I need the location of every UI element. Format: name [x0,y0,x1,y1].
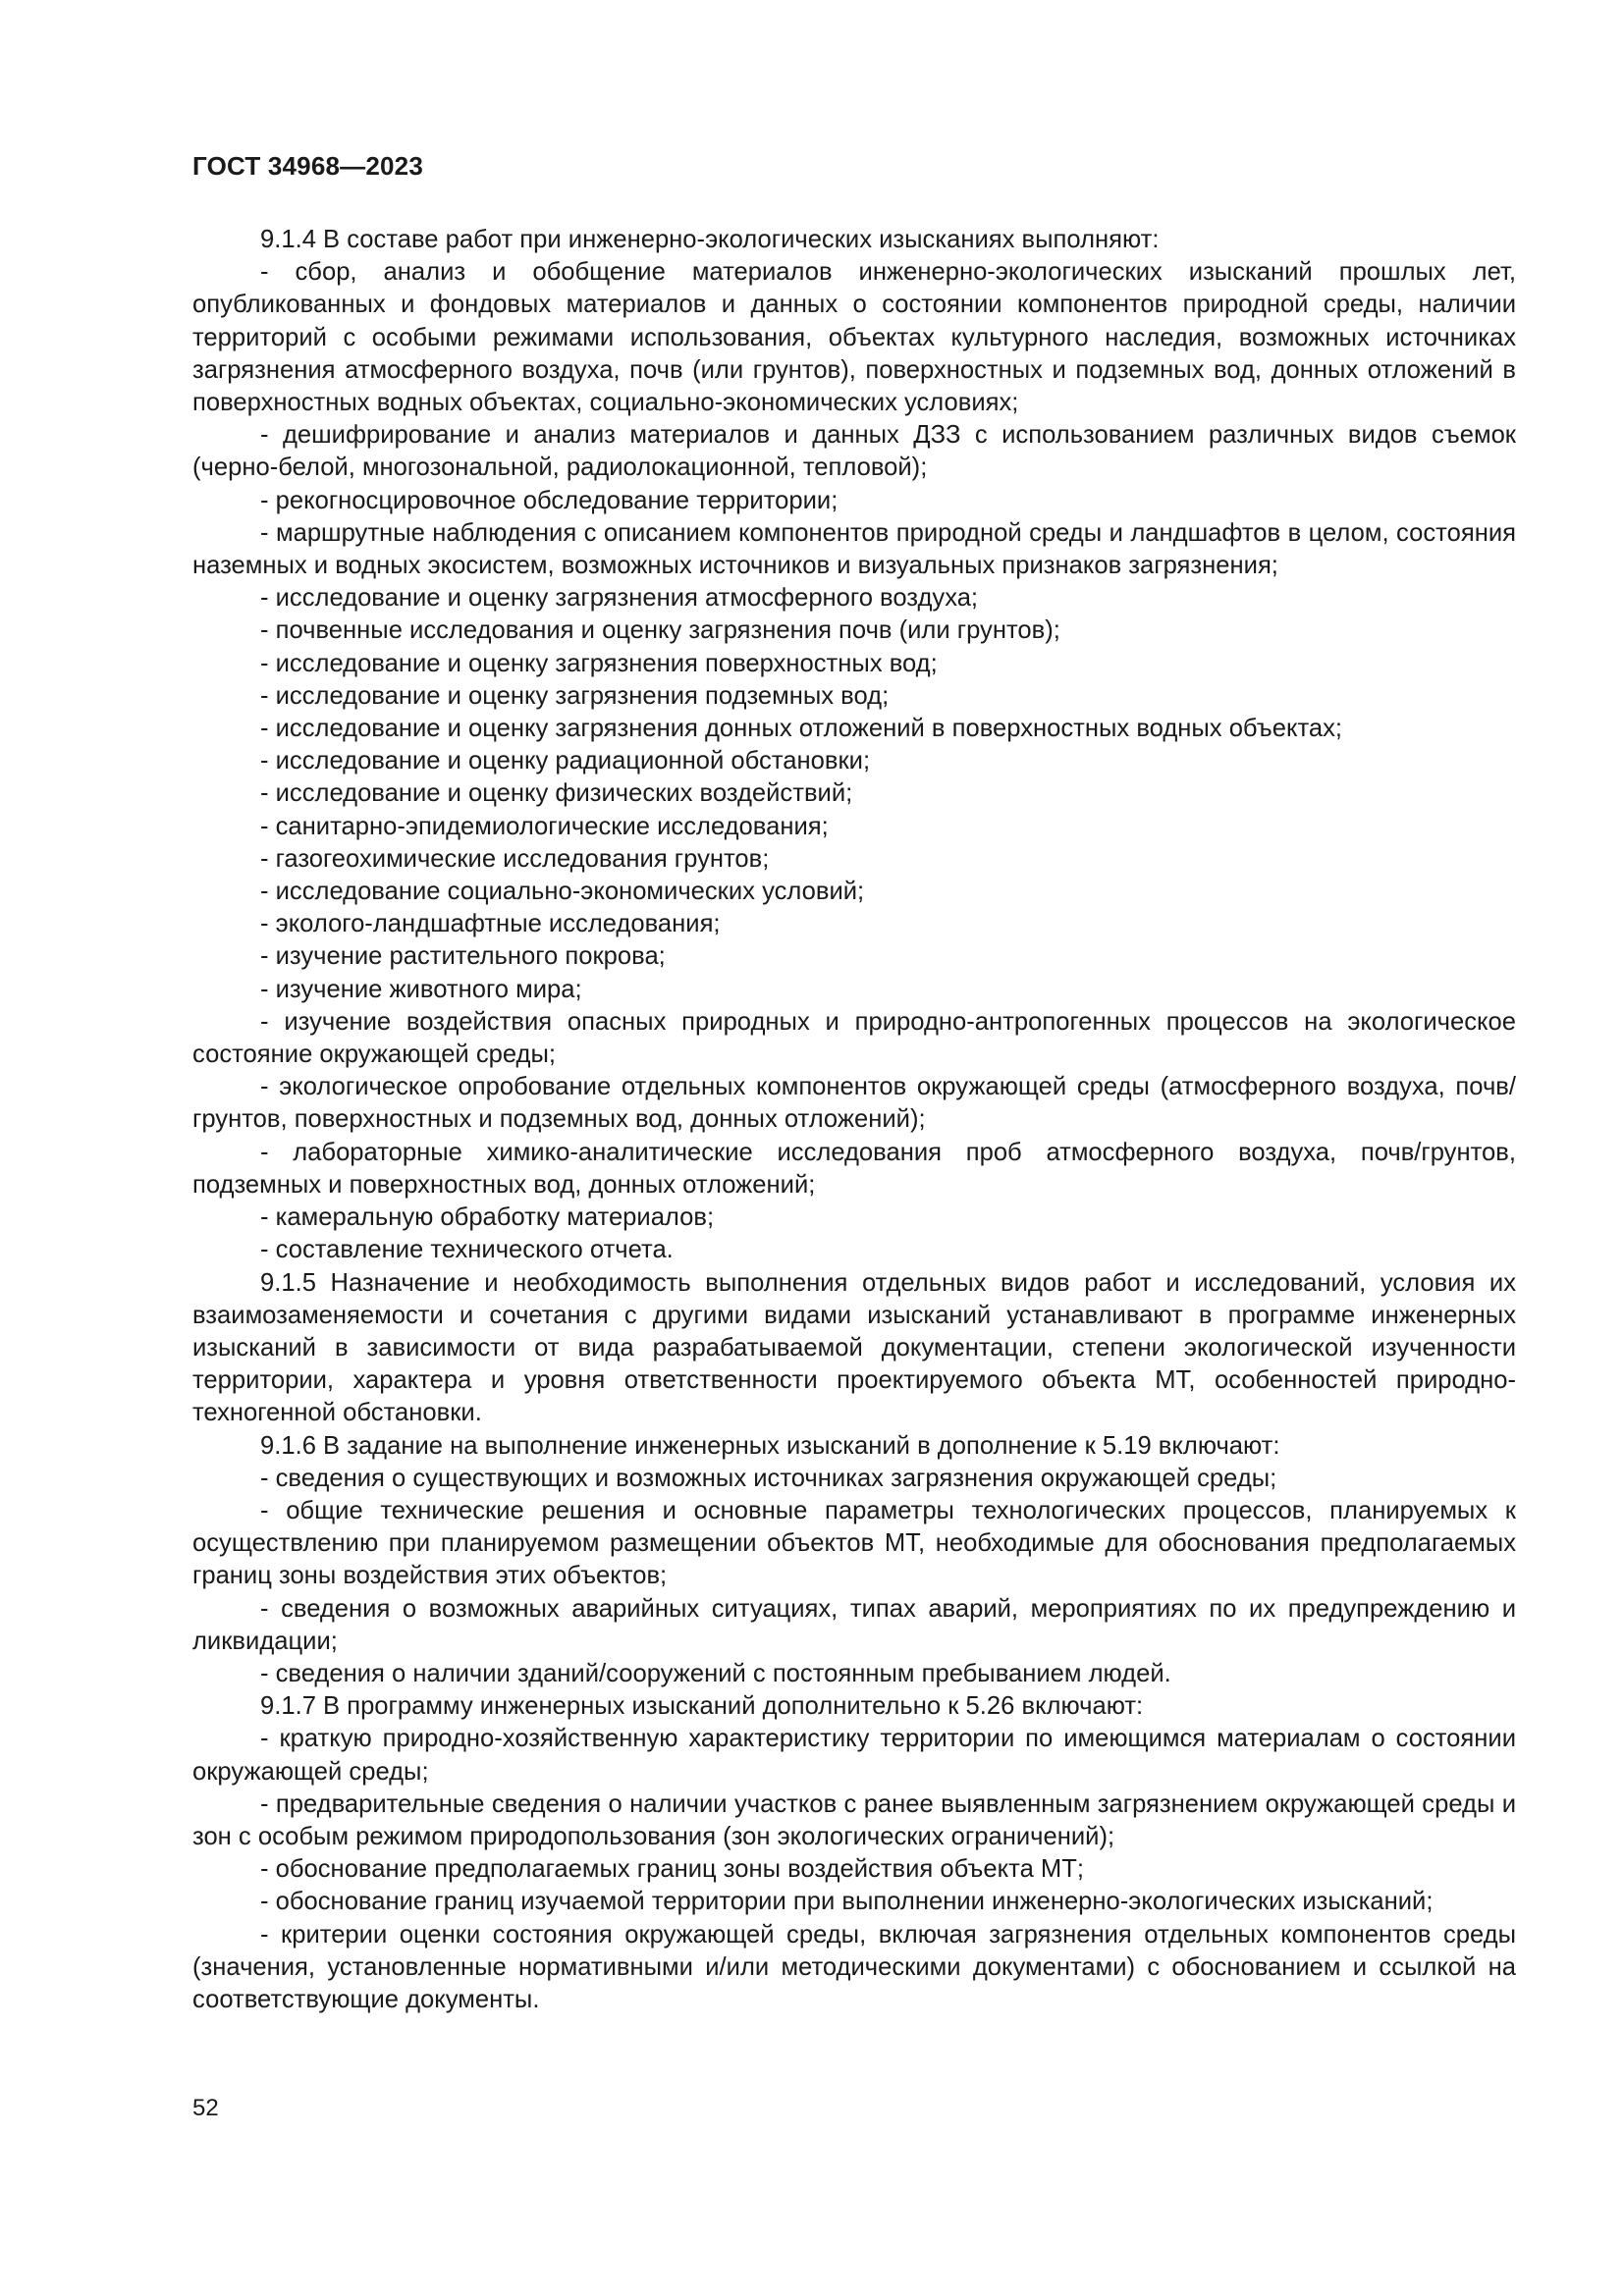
paragraph-9-1-7: 9.1.7 В программу инженерных изысканий дополнительно к 5.26 включают: [260,1692,1144,1721]
list-item: - газогеохимические исследования грунтов; [260,844,770,873]
list-item: - обоснование предполагаемых границ зоны воздействия объекта МТ; [260,1855,1084,1884]
paragraph-9-1-4: 9.1.4 В составе работ при инженерно-экологических изысканиях выполняют: [260,226,1160,253]
list-item: - исследование и оценку радиационной обстановки; [260,747,871,775]
list-item: - камеральную обработку материалов; [260,1203,715,1232]
list-item: - исследование и оценку загрязнения подземных вод; [260,681,890,710]
list-item: - изучение воздействия опасных природных и природно-антропогенных процессов на экологическое состояние окружающей среды; [192,1007,1516,1069]
list-item: - исследование и оценку загрязнения донных отложений в поверхностных водных объектах; [260,715,1343,743]
list-item: - почвенные исследования и оценку загрязнения почв (или грунтов); [260,616,1060,645]
list-item: - маршрутные наблюдения с описанием компонентов природной среды и ландшафтов в целом, состояния наземных и водных экосистем, возможных источников и визуальных признаков загрязнения; [192,518,1516,580]
list-item: - общие технические решения и основные параметры технологических процессов, планируемых к осуществлению при планируемом размещении объектов МТ, необходимые для обоснования предполагаемых границ зоны воздействия этих объектов; [192,1496,1516,1590]
list-item: - исследование и оценку загрязнения поверхностных вод; [260,649,938,677]
list-item: - исследование и оценку загрязнения атмосферного воздуха; [260,584,979,613]
list-item: - сведения о наличии зданий/сооружений с постоянным пребыванием людей. [260,1659,1171,1687]
list-item: - сбор, анализ и обобщение материалов инженерно-экологических изысканий прошлых лет, опубликованных и фондовых материалов и данных о состоянии компонентов природной среды, наличии территорий с особыми режимами использования, объектах культурного наследия, возможных источниках загрязнения атмосферного воздуха, почв (или грунтов), поверхностных и подземных вод, донных отложений в поверхностных водных объектах, социально-экономических условиях; [192,258,1516,417]
list-item: - краткую природно-хозяйственную характеристику территории по имеющимся материалам о состоянии окружающей среды; [192,1725,1516,1786]
list-item: - критерии оценки состояния окружающей среды, включая загрязнения отдельных компонентов среды (значения, установленные нормативными и/или методическими документами) с обоснованием и ссылкой на соответствующие документы. [192,1920,1516,2013]
list-item: - изучение животного мира; [260,975,582,1003]
list-item: - исследование и оценку физических воздействий; [260,779,853,808]
list-item: - экологическое опробование отдельных компонентов окружающей среды (атмосферного воздуха, почв/грунтов, поверхностных и подземных вод, донных отложений); [192,1073,1516,1134]
list-item: - составление технического отчета. [260,1236,674,1264]
document-header: ГОСТ 34968—2023 [192,151,423,181]
list-item: - сведения о возможных аварийных ситуациях, типах аварий, мероприятиях по их предупреждению и ликвидации; [192,1594,1516,1655]
list-item: - эколого-ландшафтные исследования; [260,910,721,938]
list-item: - исследование социально-экономических условий; [260,878,865,906]
list-item: - рекогносцировочное обследование территории; [260,486,839,514]
list-item: - обоснование границ изучаемой территории при выполнении инженерно-экологических изысканий; [260,1888,1434,1916]
list-item: - дешифрирование и анализ материалов и данных ДЗЗ с использованием различных видов съемок (черно-белой, многозональной, радиолокационной, тепловой); [192,421,1516,482]
list-item: - сведения о существующих и возможных источниках загрязнения окружающей среды; [260,1464,1277,1492]
list-item: - предварительные сведения о наличии участков с ранее выявленным загрязнением окружающей среды и зон с особым режимом природопользования (зон экологических ограничений); [192,1789,1516,1850]
list-item: - лабораторные химико-аналитические исследования проб атмосферного воздуха, почв/грунтов, подземных и поверхностных вод, донных отложений; [192,1138,1516,1199]
document-body [192,224,1516,2016]
paragraph-9-1-5: 9.1.5 Назначение и необходимость выполнения отдельных видов работ и исследований, условия их взаимозаменяемости и сочетания с другими видами изысканий устанавливают в программе инженерных изысканий в зависимости от вида разрабатываемой документации, степени экологической изученности территории, характера и уровня ответственности проектируемого объекта МТ, особенностей природно-техногенной обстановки. [192,1268,1516,1427]
paragraph-9-1-6: 9.1.6 В задание на выполнение инженерных изысканий в дополнение к 5.19 включают: [260,1431,1280,1460]
list-item: - изучение растительного покрова; [260,942,666,971]
page-number: 52 [192,2095,219,2121]
list-item: - санитарно-эпидемиологические исследования; [260,812,829,840]
